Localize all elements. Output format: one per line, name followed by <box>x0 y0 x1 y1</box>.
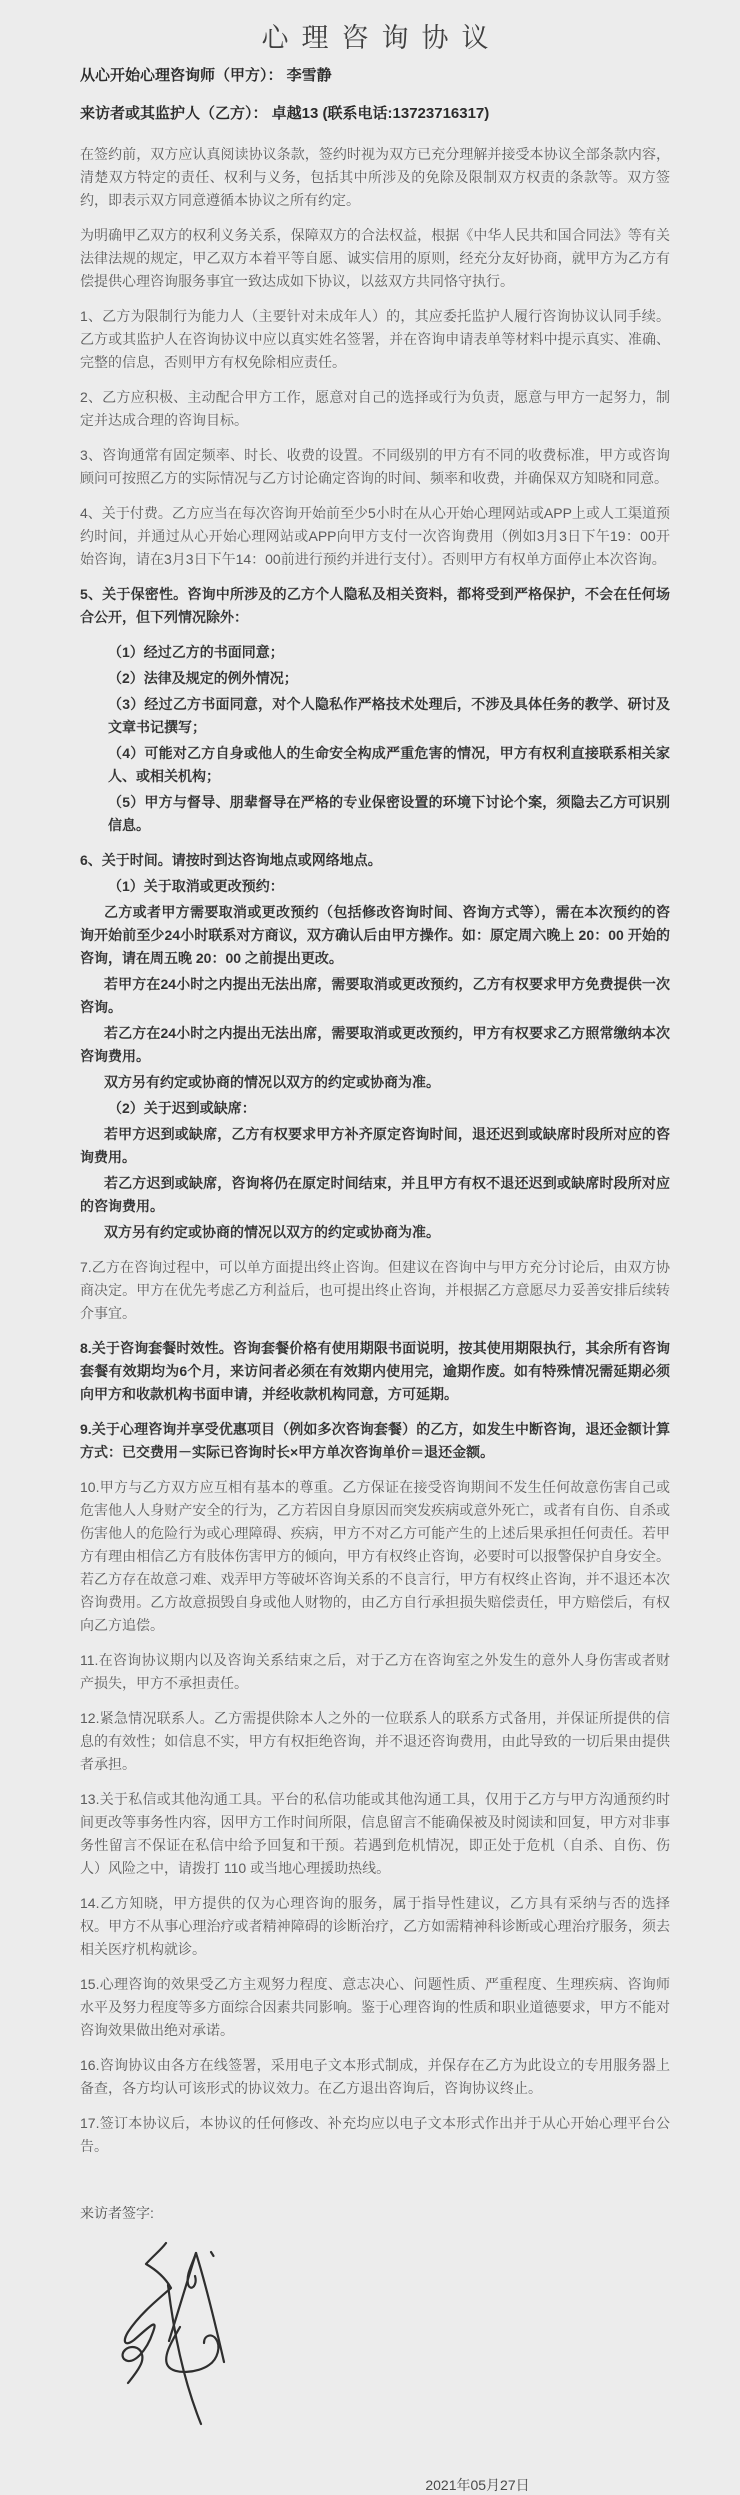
agreement-paragraph: 双方另有约定或协商的情况以双方的约定或协商为准。 <box>104 1074 440 1090</box>
agreement-paragraph: 12.紧急情况联系人。乙方需提供除本人之外的一位联系人的联系方式备用，并保证所提供的信息的有效性；如信息不实，甲方有权拒绝咨询，并不退还咨询费用，由此导致的一切后果由提供者承担。 <box>80 1710 670 1772</box>
agreement-paragraph: 13.关于私信或其他沟通工具。平台的私信功能或其他沟通工具，仅用于乙方与甲方沟通预约时间更改等事务性内容，因甲方工作时间所限，信息留言不能确保被及时阅读和回复，甲方对非事务性留言不保证在私信中给予回复和干预。若遇到危机情况，即正处于危机（自杀、自伤、伤人）风险之中，请拨打 110 或当地心理援助热线。 <box>80 1791 670 1876</box>
agreement-paragraph: 6、关于时间。请按时到达咨询地点或网络地点。 <box>80 852 382 868</box>
agreement-paragraph: 在签约前，双方应认真阅读协议条款，签约时视为双方已充分理解并接受本协议全部条款内容，清楚双方特定的责任、权利与义务，包括其中所涉及的免除及限制双方权责的条款等。双方签约，即表示双方同意遵循本协议之所有约定。 <box>80 146 670 208</box>
agreement-paragraph: 若甲方在24小时之内提出无法出席，需要取消或更改预约，乙方有权要求甲方免费提供一次咨询。 <box>80 976 670 1015</box>
agreement-paragraph: 3、咨询通常有固定频率、时长、收费的设置。不同级别的甲方有不同的收费标准，甲方或咨询顾问可按照乙方的实际情况与乙方讨论确定咨询的时间、频率和收费，并确保双方知晓和同意。 <box>80 447 670 486</box>
agreement-paragraph: 4、关于付费。乙方应当在每次咨询开始前至少5小时在从心开始心理网站或APP上或人工渠道预约时间，并通过从心开始心理网站或APP向甲方支付一次咨询费用（例如3月3日下午19：00开始咨询，请在3月3日下午14：00前进行预约并进行支付）。否则甲方有权单方面停止本次咨询。 <box>80 505 670 567</box>
agreement-paragraph: 8.关于咨询套餐时效性。咨询套餐价格有使用期限书面说明，按其使用期限执行，其余所有咨询套餐有效期均为6个月，来访问者必须在有效期内使用完，逾期作废。如有特殊情况需延期必须向甲方和收款机构书面申请，并经收款机构同意，方可延期。 <box>80 1340 670 1402</box>
agreement-body <box>80 143 670 2158</box>
agreement-paragraph: 若乙方迟到或缺席，咨询将仍在原定时间结束，并且甲方有权不退还迟到或缺席时段所对应的咨询费用。 <box>80 1175 670 1214</box>
agreement-paragraph: 15.心理咨询的效果受乙方主观努力程度、意志决心、问题性质、严重程度、生理疾病、咨询师水平及努力程度等多方面综合因素共同影响。鉴于心理咨询的性质和职业道德要求，甲方不能对咨询效果做出绝对承诺。 <box>80 1976 670 2038</box>
agreement-paragraph: 17.签订本协议后，本协议的任何修改、补充均应以电子文本形式作出并于从心开始心理平台公告。 <box>80 2115 670 2154</box>
signature-date: 2021年05月27日 <box>425 2477 530 2493</box>
agreement-paragraph: 乙方或者甲方需要取消或更改预约（包括修改咨询时间、咨询方式等），需在本次预约的咨询开始前至少24小时联系对方商议，双方确认后由甲方操作。如：原定周六晚上 20：00 开始的咨询，请在周五晚 20：00 之前提出更改。 <box>80 904 670 966</box>
agreement-paragraph: 14.乙方知晓，甲方提供的仅为心理咨询的服务，属于指导性建议，乙方具有采纳与否的选择权。甲方不从事心理治疗或者精神障碍的诊断治疗，乙方如需精神科诊断或心理治疗服务，须去相关医疗机构就诊。 <box>80 1895 670 1957</box>
agreement-paragraph: （1）经过乙方的书面同意； <box>108 644 284 660</box>
agreement-paragraph: 10.甲方与乙方双方应互相有基本的尊重。乙方保证在接受咨询期间不发生任何故意伤害自己或危害他人人身财产安全的行为，乙方若因自身原因而突发疾病或意外死亡，或者有自伤、自杀或伤害他人的危险行为或心理障碍、疾病，甲方不对乙方可能产生的上述后果承担任何责任。若甲方有理由相信乙方有肢体伤害甲方的倾向，甲方有权终止咨询，必要时可以报警保护自身安全。若乙方存在故意刁难、戏弄甲方等破坏咨询关系的不良言行，甲方有权终止咨询，并不退还本次咨询费用。乙方故意损毁自身或他人财物的，由乙方自行承担损失赔偿责任，甲方赔偿后，有权向乙方追偿。 <box>80 1479 670 1633</box>
agreement-paragraph: （3）经过乙方书面同意，对个人隐私作严格技术处理后，不涉及具体任务的教学、研讨及文章书记撰写； <box>108 696 670 735</box>
agreement-paragraph: 若乙方在24小时之内提出无法出席，需要取消或更改预约，甲方有权要求乙方照常缴纳本次咨询费用。 <box>80 1025 670 1064</box>
agreement-paragraph: 7.乙方在咨询过程中，可以单方面提出终止咨询。但建议在咨询中与甲方充分讨论后，由双方协商决定。甲方在优先考虑乙方利益后，也可提出终止咨询，并根据乙方意愿尽力妥善安排后续转介事宜。 <box>80 1259 670 1321</box>
document-title: 心理咨询协议 <box>261 23 502 53</box>
signature-label: 来访者签字: <box>80 2205 154 2221</box>
agreement-paragraph: （5）甲方与督导、朋辈督导在严格的专业保密设置的环境下讨论个案，须隐去乙方可识别信息。 <box>108 794 670 833</box>
agreement-paragraph: 2、乙方应积极、主动配合甲方工作，愿意对自己的选择或行为负责，愿意与甲方一起努力，制定并达成合理的咨询目标。 <box>80 389 670 428</box>
agreement-paragraph: （2）法律及规定的例外情况； <box>108 670 298 686</box>
agreement-paragraph: 16.咨询协议由各方在线签署，采用电子文本形式制成，并保存在乙方为此设立的专用服务器上备查，各方均认可该形式的协议效力。在乙方退出咨询后，咨询协议终止。 <box>80 2057 670 2096</box>
handwritten-signature-icon <box>92 2235 670 2431</box>
agreement-paragraph: 双方另有约定或协商的情况以双方的约定或协商为准。 <box>104 1224 440 1240</box>
agreement-paragraph: （4）可能对乙方自身或他人的生命安全构成严重危害的情况，甲方有权利直接联系相关家人、或相关机构； <box>108 745 670 784</box>
agreement-paragraph: 1、乙方为限制行为能力人（主要针对未成年人）的，其应委托监护人履行咨询协议认同手续。乙方或其监护人在咨询协议中应以真实姓名签署，并在咨询申请表单等材料中提示真实、准确、完整的信息，否则甲方有权免除相应责任。 <box>80 308 670 370</box>
agreement-paragraph: 为明确甲乙双方的权利义务关系，保障双方的合法权益，根据《中华人民共和国合同法》等有关法律法规的规定，甲乙双方本着平等自愿、诚实信用的原则，经充分友好协商，就甲方为乙方有偿提供心理咨询服务事宜一致达成如下协议，以兹双方共同恪守执行。 <box>80 227 670 289</box>
party-b-line: 来访者或其监护人（乙方）： 卓越13 (联系电话:13723716317) <box>80 105 490 122</box>
agreement-paragraph: （1）关于取消或更改预约： <box>108 878 284 894</box>
party-a-line: 从心开始心理咨询师（甲方）： 李雪静 <box>80 67 332 84</box>
agreement-paragraph: （2）关于迟到或缺席： <box>108 1100 256 1116</box>
agreement-paragraph: 9.关于心理咨询并享受优惠项目（例如多次咨询套餐）的乙方，如发生中断咨询，退还金额计算方式：已交费用－实际已咨询时长×甲方单次咨询单价＝退还金额。 <box>80 1421 670 1460</box>
agreement-paragraph: 5、关于保密性。咨询中所涉及的乙方个人隐私及相关资料，都将受到严格保护，不会在任何场合公开，但下列情况除外： <box>80 586 670 625</box>
agreement-document <box>0 16 740 2495</box>
agreement-paragraph: 11.在咨询协议期内以及咨询关系结束之后，对于乙方在咨询室之外发生的意外人身伤害或者财产损失，甲方不承担责任。 <box>80 1652 670 1691</box>
agreement-paragraph: 若甲方迟到或缺席，乙方有权要求甲方补齐原定咨询时间，退还迟到或缺席时段所对应的咨询费用。 <box>80 1126 670 1165</box>
